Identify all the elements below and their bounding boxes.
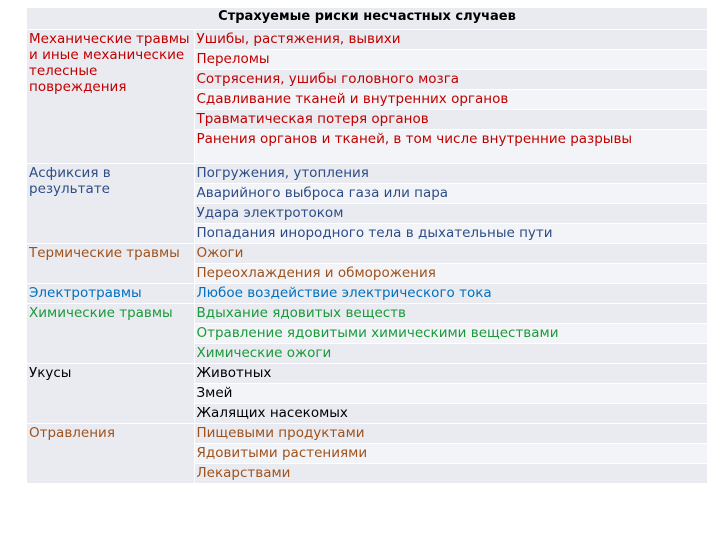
category-cell: Укусы [27,364,194,424]
risk-cell: Ушибы, растяжения, вывихи [194,30,707,50]
risk-cell: Попадания инородного тела в дыхательные пути [194,224,707,244]
risk-cell: Лекарствами [194,464,707,484]
risk-cell: Сдавливание тканей и внутренних органов [194,90,707,110]
table-body [27,30,707,484]
category-cell: Механические травмы и иные механические телесные повреждения [27,30,194,164]
table-row [27,284,707,304]
table-header-row [27,8,707,30]
risk-cell: Ожоги [194,244,707,264]
risk-cell: Животных [194,364,707,384]
insured-risks-table [27,8,707,484]
table-row [27,364,707,384]
category-cell: Электротравмы [27,284,194,304]
risk-cell: Переломы [194,50,707,70]
category-cell: Асфиксия в результате [27,164,194,244]
table-row [27,244,707,264]
risk-cell: Пищевыми продуктами [194,424,707,444]
risk-cell: Отравление ядовитыми химическими веществами [194,324,707,344]
risk-cell: Вдыхание ядовитых веществ [194,304,707,324]
risk-cell: Ядовитыми растениями [194,444,707,464]
risk-cell: Переохлаждения и обморожения [194,264,707,284]
table-title: Страхуемые риски несчастных случаев [27,8,707,30]
risk-cell: Любое воздействие электрического тока [194,284,707,304]
risk-cell: Травматическая потеря органов [194,110,707,130]
category-cell: Химические травмы [27,304,194,364]
table-row [27,304,707,324]
risk-cell: Змей [194,384,707,404]
table-row [27,424,707,444]
risk-cell: Жалящих насекомых [194,404,707,424]
risk-cell: Химические ожоги [194,344,707,364]
risk-cell: Ранения органов и тканей, в том числе внутренние разрывы [194,130,707,164]
risk-cell: Удара электротоком [194,204,707,224]
table-row [27,164,707,184]
risk-cell: Сотрясения, ушибы головного мозга [194,70,707,90]
category-cell: Термические травмы [27,244,194,284]
risk-cell: Аварийного выброса газа или пара [194,184,707,204]
risk-cell: Погружения, утопления [194,164,707,184]
table-row [27,30,707,50]
category-cell: Отравления [27,424,194,484]
